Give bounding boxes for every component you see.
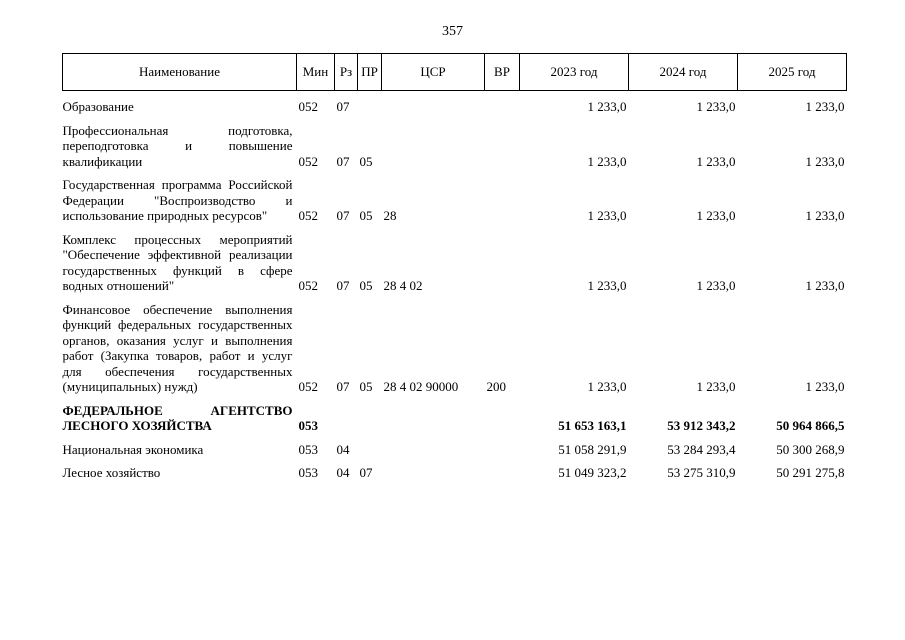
header-min: Мин — [297, 54, 335, 91]
row-2025: 1 233,0 — [805, 379, 845, 394]
table-row — [63, 302, 847, 395]
row-2025: 1 233,0 — [805, 153, 845, 169]
row-2024: 1 233,0 — [696, 278, 736, 293]
row-2025: 1 233,0 — [805, 208, 845, 223]
table-row — [63, 232, 847, 294]
row-rz: 07 — [336, 208, 350, 223]
table-row — [63, 465, 847, 481]
row-vr — [485, 442, 520, 458]
row-name: Лесное хозяйство — [62, 465, 161, 480]
row-min: 052 — [298, 153, 318, 169]
row-rz — [335, 403, 358, 434]
row-vr — [485, 232, 520, 294]
table-row — [63, 442, 847, 458]
header-pr: ПР — [358, 54, 382, 91]
row-pr: 05 — [359, 208, 373, 223]
row-min: 052 — [298, 379, 318, 394]
row-2024: 1 233,0 — [696, 153, 736, 169]
header-vr: ВР — [485, 54, 520, 91]
row-2025: 1 233,0 — [805, 99, 845, 114]
row-pr — [358, 442, 382, 458]
row-min: 053 — [298, 465, 318, 480]
row-name: Финансовое обеспечение выполнения функций федеральных государственных органов, оказания услуг и выполнения работ (Закупка товаров, работ и услуг для обеспечения государственных (муниципальных) нужд) — [62, 301, 293, 394]
table-row — [63, 123, 847, 170]
row-pr — [358, 99, 382, 115]
row-pr: 07 — [359, 465, 373, 480]
row-2024: 1 233,0 — [696, 379, 736, 394]
row-rz: 07 — [336, 99, 350, 114]
row-pr — [358, 403, 382, 434]
row-2025: 1 233,0 — [805, 278, 845, 293]
row-name: Профессиональная подготовка, переподготовка и повышение квалификации — [62, 122, 293, 169]
table-row — [63, 177, 847, 224]
row-csr: 28 — [383, 208, 397, 223]
header-2023: 2023 год — [520, 54, 629, 91]
table-row — [63, 99, 847, 115]
row-vr — [485, 465, 520, 481]
row-2024: 1 233,0 — [696, 208, 736, 223]
row-min: 052 — [298, 99, 318, 114]
row-name: Комплекс процессных мероприятий "Обеспечение эффективной реализации государственных функций в сфере водных отношений" — [62, 231, 293, 293]
row-vr: 200 — [486, 379, 506, 394]
row-min: 053 — [298, 418, 318, 433]
row-csr — [382, 465, 485, 481]
row-2024: 53 275 310,9 — [667, 465, 736, 480]
row-csr — [382, 442, 485, 458]
row-min: 052 — [298, 208, 318, 223]
row-2024: 53 912 343,2 — [667, 418, 736, 433]
row-rz: 07 — [336, 379, 350, 394]
header-rz: Рз — [335, 54, 358, 91]
row-pr: 05 — [359, 153, 373, 169]
row-2025: 50 300 268,9 — [776, 441, 845, 457]
row-2023: 51 049 323,2 — [558, 465, 627, 480]
row-2025: 50 291 275,8 — [776, 465, 845, 480]
row-2023: 1 233,0 — [587, 153, 627, 169]
budget-table — [62, 53, 847, 481]
row-vr — [485, 123, 520, 170]
row-2024: 53 284 293,4 — [667, 441, 736, 457]
row-pr: 05 — [359, 278, 373, 293]
row-pr: 05 — [359, 379, 373, 394]
row-name: ФЕДЕРАЛЬНОЕ АГЕНТСТВО ЛЕСНОГО ХОЗЯЙСТВА — [62, 402, 293, 433]
page-number: 357 — [442, 24, 463, 39]
header-name: Наименование — [63, 54, 297, 91]
header-csr: ЦСР — [382, 54, 485, 91]
row-2023: 1 233,0 — [587, 379, 627, 394]
row-2023: 1 233,0 — [587, 99, 627, 114]
row-vr — [485, 177, 520, 224]
row-name: Национальная экономика — [62, 441, 204, 457]
header-2025: 2025 год — [738, 54, 847, 91]
table-header-row — [63, 54, 847, 91]
header-2024: 2024 год — [629, 54, 738, 91]
row-min: 052 — [298, 278, 318, 293]
row-csr — [382, 123, 485, 170]
row-rz: 04 — [336, 441, 350, 457]
row-2025: 50 964 866,5 — [776, 418, 845, 433]
row-csr: 28 4 02 — [383, 278, 423, 293]
row-2023: 51 653 163,1 — [558, 418, 627, 433]
row-csr — [382, 99, 485, 115]
row-csr: 28 4 02 90000 — [383, 379, 459, 394]
row-vr — [485, 99, 520, 115]
row-rz: 07 — [336, 278, 350, 293]
row-name: Образование — [62, 99, 134, 114]
row-rz: 07 — [336, 153, 350, 169]
row-name: Государственная программа Российской Федерации "Воспроизводство и использование природных ресурсов" — [62, 177, 293, 223]
row-2023: 1 233,0 — [587, 208, 627, 223]
row-vr — [485, 403, 520, 434]
row-rz: 04 — [336, 465, 350, 480]
table-row — [63, 403, 847, 434]
row-min: 053 — [298, 441, 318, 457]
row-2023: 1 233,0 — [587, 278, 627, 293]
row-2024: 1 233,0 — [696, 99, 736, 114]
row-2023: 51 058 291,9 — [558, 441, 627, 457]
row-csr — [382, 403, 485, 434]
